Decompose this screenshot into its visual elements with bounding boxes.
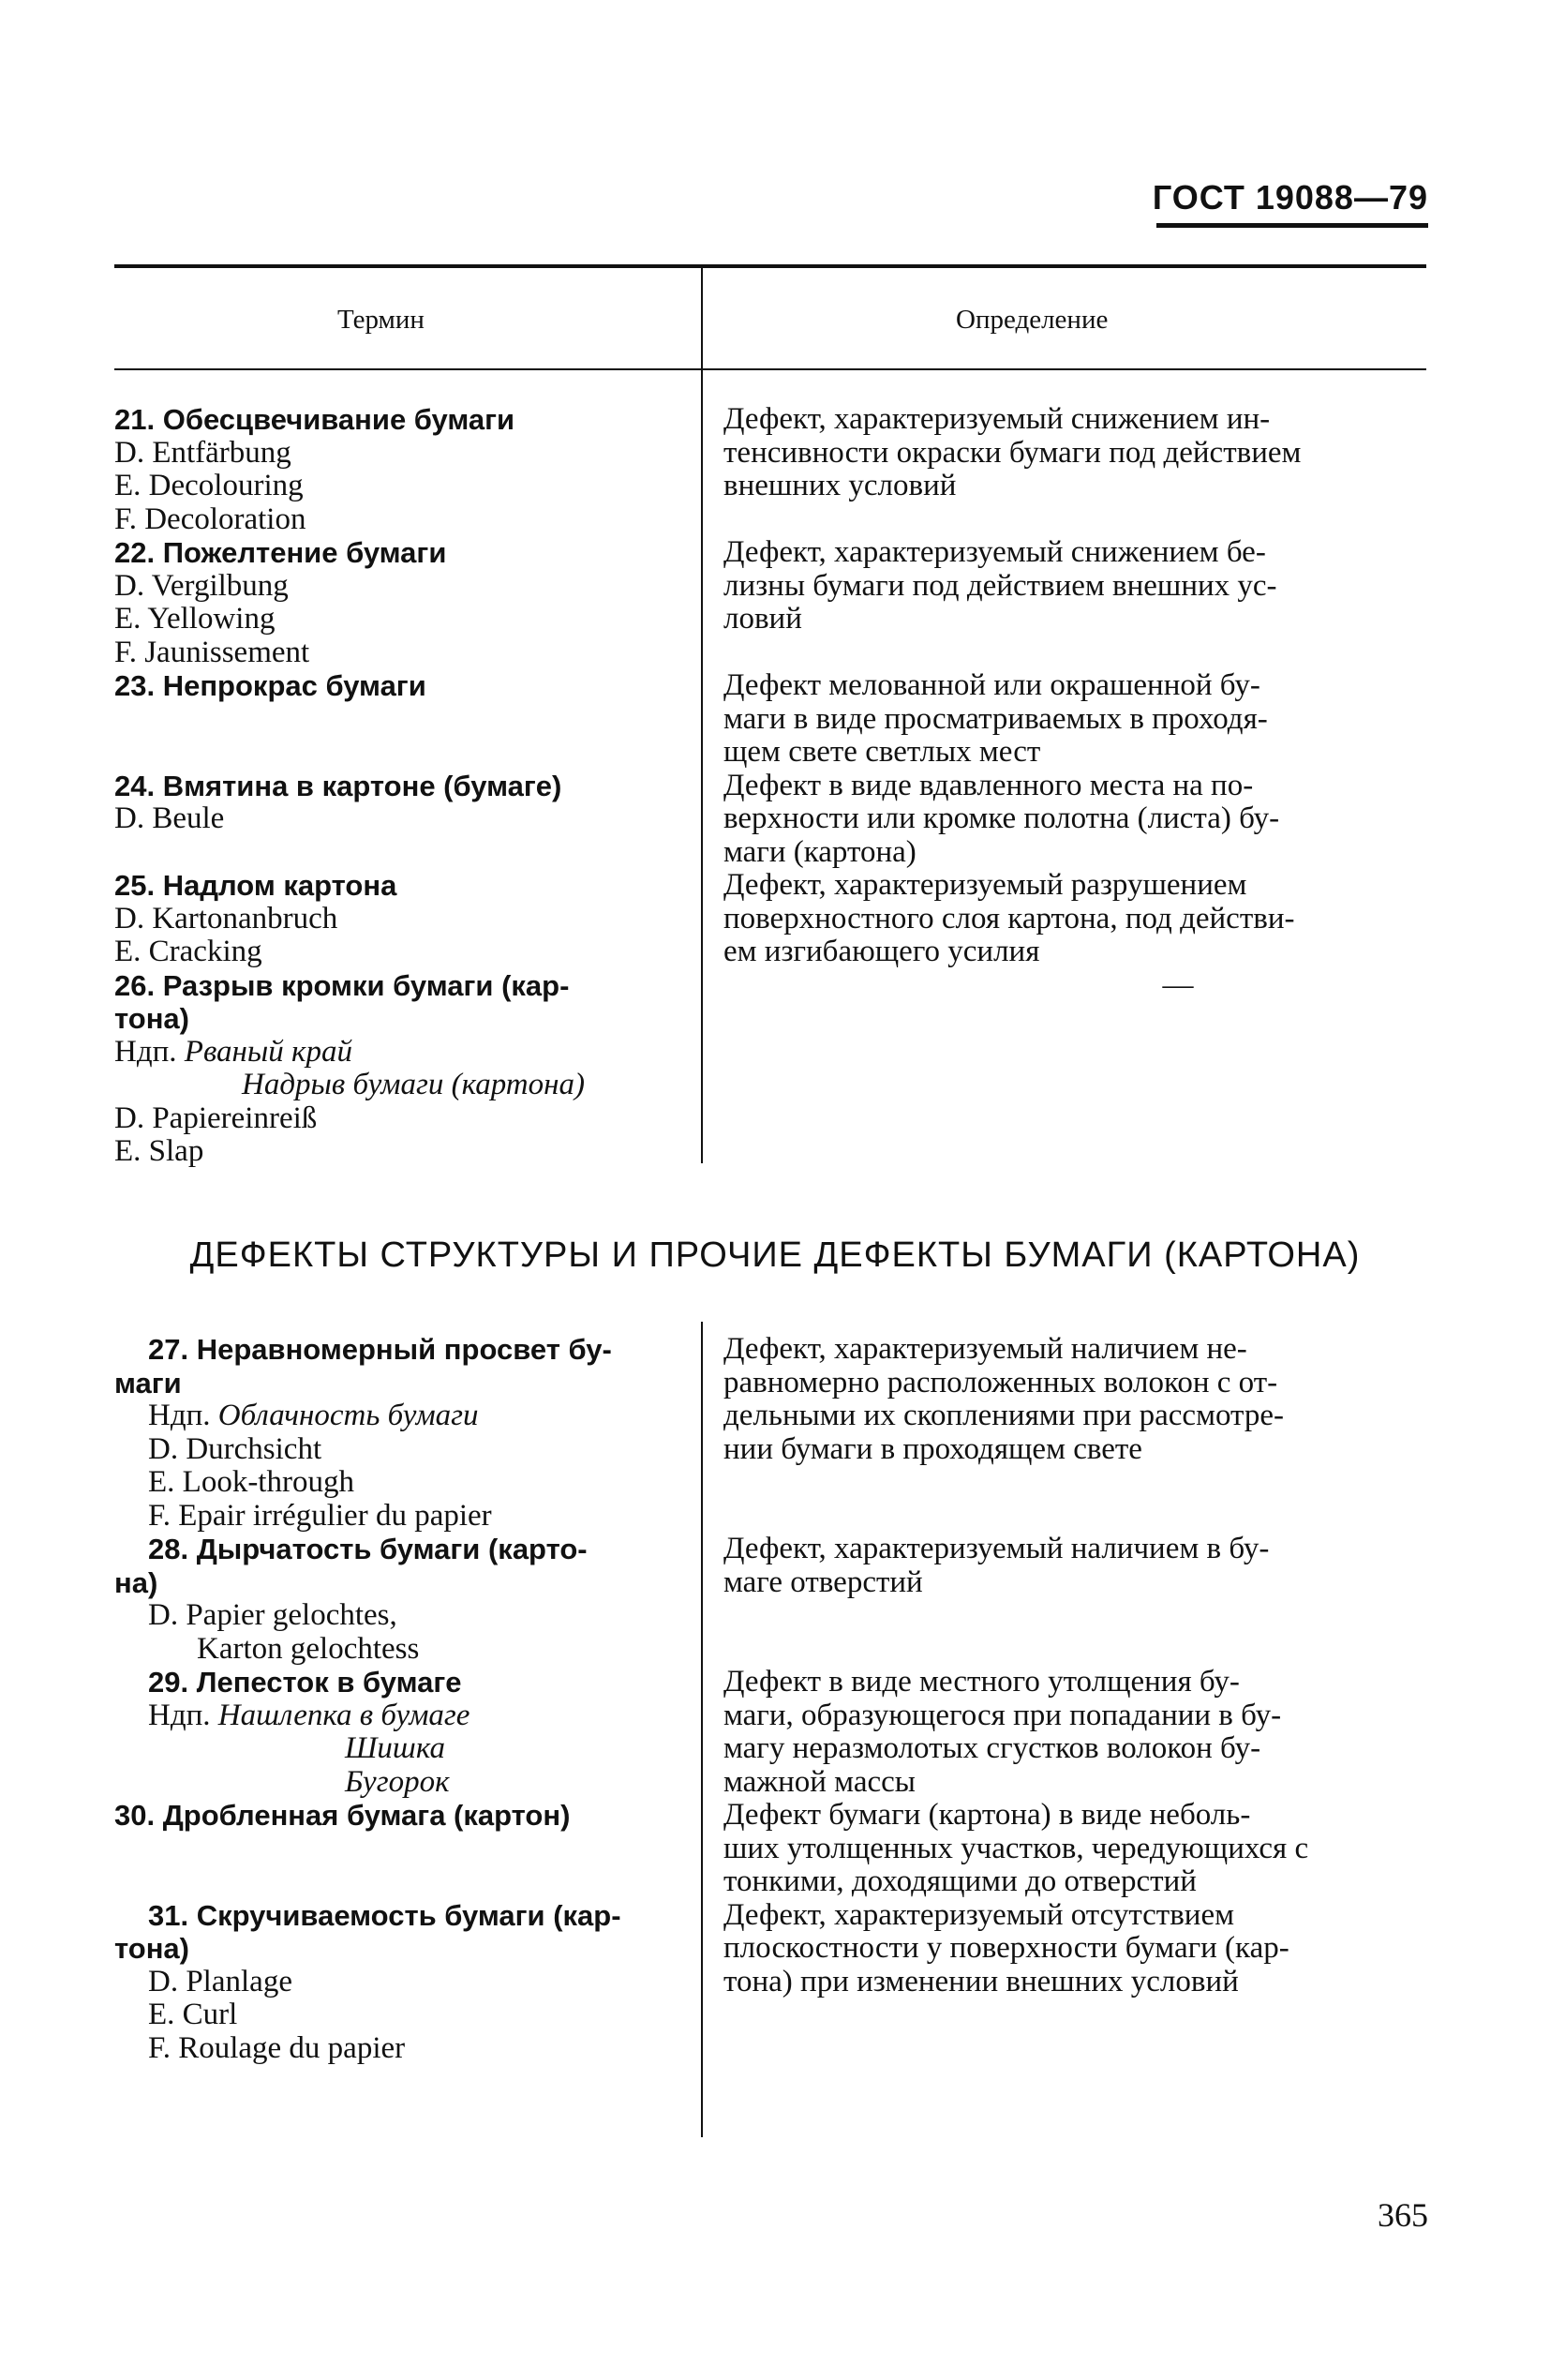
term-line: 26. Разрыв кромки бумаги (кар- (114, 968, 570, 1002)
table-header-rule (114, 368, 1426, 370)
term-line: маги (114, 1366, 182, 1400)
term-line: Karton gelochtess (197, 1631, 420, 1666)
term-line: D. Durchsicht (148, 1431, 322, 1466)
column-divider-top (701, 268, 703, 1163)
gost-underline (1156, 223, 1428, 228)
term-line: 29. Лепесток в бумаге (148, 1666, 462, 1699)
term-line: 22. Пожелтение бумаги (114, 536, 447, 569)
definition-block (723, 869, 1426, 969)
term-line: 30. Дробленная бумага (картон) (114, 1799, 571, 1832)
term-line (114, 1833, 677, 1866)
definition-line: равномерно расположенных волокон с от- (723, 1365, 1278, 1400)
definition-line: маги в виде просматриваемых в проходя- (723, 701, 1268, 736)
spacer (723, 1599, 1426, 1633)
definition-line: Дефект, характеризуемый снижением ин- (723, 402, 1271, 436)
term-line: Ндп. Облачность бумаги (148, 1399, 479, 1432)
definition-line: мажной массы (723, 1764, 916, 1799)
term-line: E. Yellowing (114, 602, 276, 636)
definition-line: маги, образующегося при попадании в бу- (723, 1698, 1282, 1732)
term-line: 24. Вмятина в картоне (бумаге) (114, 769, 562, 802)
definition-line: поверхностного слоя картона, под действи- (723, 901, 1295, 936)
definition-line: маги (картона) (723, 834, 917, 869)
term-line: D. Papiereinreiß (114, 1100, 318, 1135)
term-line: F. Decoloration (114, 501, 306, 536)
term-line: тона) (114, 1932, 189, 1965)
definition-block (723, 1333, 1426, 1533)
definition-line: щем свете светлых мест (723, 735, 1041, 769)
terms-column-a (114, 403, 677, 1169)
column-header-definition: Определение (956, 305, 1109, 335)
definition-line: Дефект, характеризуемый разрушением (723, 868, 1247, 902)
definition-block (723, 969, 1426, 1003)
term-line: E. Curl (148, 1998, 238, 2031)
definition-line: Дефект, характеризуемый наличием в бу- (723, 1532, 1270, 1565)
term-line: D. Entfärbung (114, 435, 291, 470)
section-title: ДЕФЕКТЫ СТРУКТУРЫ И ПРОЧИЕ ДЕФЕКТЫ БУМАГИ (КАРТОНА) (189, 1235, 1361, 1275)
definition-line: плоскостности у поверхности бумаги (кар- (723, 1931, 1289, 1965)
term-line: D. Kartonanbruch (114, 901, 338, 936)
definition-line: маге отверстий (723, 1564, 923, 1599)
definition-line: Дефект в виде вдавленного места на по- (723, 768, 1254, 802)
definitions-column-a (723, 403, 1426, 1002)
spacer (723, 1500, 1426, 1534)
definition-line: ших утолщенных участков, чередующихся с (723, 1831, 1309, 1865)
term-line (114, 1865, 677, 1899)
column-header-term: Термин (337, 305, 425, 335)
definition-line: дельными их скоплениями при рассмотре- (723, 1399, 1284, 1432)
spacer (723, 1633, 1426, 1667)
definition-line: ловий (723, 602, 802, 636)
term-line (114, 703, 677, 737)
definition-block (723, 1533, 1426, 1666)
definition-line: Дефект в виде местного утолщения бу- (723, 1665, 1240, 1699)
definition-line: Дефект, характеризуемый снижением бе- (723, 535, 1266, 569)
definition-block (723, 1899, 1426, 1999)
term-line: D. Papier gelochtes, (148, 1598, 397, 1632)
term-line: F. Roulage du papier (148, 2030, 406, 2065)
term-line: 27. Неравномерный просвет бу- (148, 1333, 612, 1366)
definition-line: верхности или кромке полотна (листа) бу- (723, 801, 1280, 835)
column-divider-bottom (701, 1322, 703, 2137)
definitions-column-b (723, 1333, 1426, 1998)
page-header (1153, 178, 1428, 228)
term-line: 21. Обесцвечивание бумаги (114, 403, 515, 436)
definition-block (723, 770, 1426, 870)
term-line: D. Beule (114, 801, 225, 835)
definition-line: Дефект бумаги (картона) в виде неболь- (723, 1798, 1251, 1832)
page-number: 365 (1378, 2196, 1428, 2234)
spacer (723, 636, 1426, 670)
term-line: E. Decolouring (114, 469, 304, 502)
term-line: 31. Скручиваемость бумаги (кар- (148, 1898, 621, 1932)
definition-block (723, 1799, 1426, 1899)
terms-column-b (114, 1333, 677, 2065)
term-line: D. Planlage (148, 1964, 292, 1998)
definition-line: тона) при изменении внешних условий (723, 1964, 1239, 1998)
term-line (114, 736, 677, 770)
term-line: 28. Дырчатость бумаги (карто- (148, 1533, 588, 1565)
gost-code: ГОСТ 19088—79 (1152, 178, 1428, 217)
term-line: Надрыв бумаги (картона) (242, 1068, 585, 1101)
term-line: E. Cracking (114, 935, 262, 968)
term-line: на) (114, 1565, 158, 1599)
spacer (723, 503, 1426, 537)
term-line: F. Epair irrégulier du papier (148, 1498, 492, 1533)
spacer (723, 1466, 1426, 1500)
term-line: D. Vergilbung (114, 568, 289, 603)
definition-block (723, 403, 1426, 536)
definition-line: — (1162, 967, 1194, 1002)
definition-line: тонкими, доходящими до отверстий (723, 1864, 1197, 1898)
table-top-rule (114, 264, 1426, 268)
definition-line: лизны бумаги под действием внешних ус- (723, 568, 1277, 603)
definition-line: ем изгибающего усилия (723, 935, 1040, 968)
term-line (114, 836, 677, 870)
term-line: Ндп. Рваный край (114, 1034, 352, 1069)
definition-line: нии бумаги в проходящем свете (723, 1431, 1142, 1466)
definition-block (723, 669, 1426, 770)
definition-line: Дефект, характеризуемый наличием не- (723, 1332, 1247, 1366)
term-line: Шишка (345, 1731, 445, 1765)
term-line: E. Look-through (148, 1465, 354, 1499)
definition-block (723, 536, 1426, 669)
definition-line: Дефект мелованной или окрашенной бу- (723, 668, 1260, 702)
definition-block (723, 1666, 1426, 1799)
term-line: F. Jaunissement (114, 635, 310, 669)
term-line: Бугорок (345, 1764, 450, 1799)
term-line: тона) (114, 1002, 189, 1035)
definition-line: магу неразмолотых сгустков волокон бу- (723, 1731, 1261, 1765)
term-line: 25. Надлом картона (114, 869, 397, 902)
term-line: 23. Непрокрас бумаги (114, 669, 426, 702)
definition-line: Дефект, характеризуемый отсутствием (723, 1897, 1234, 1932)
definition-line: внешних условий (723, 469, 957, 502)
term-line: E. Slap (114, 1134, 204, 1168)
term-line: Ндп. Нашлепка в бумаге (148, 1698, 470, 1732)
definition-line: тенсивности окраски бумаги под действием (723, 435, 1302, 470)
